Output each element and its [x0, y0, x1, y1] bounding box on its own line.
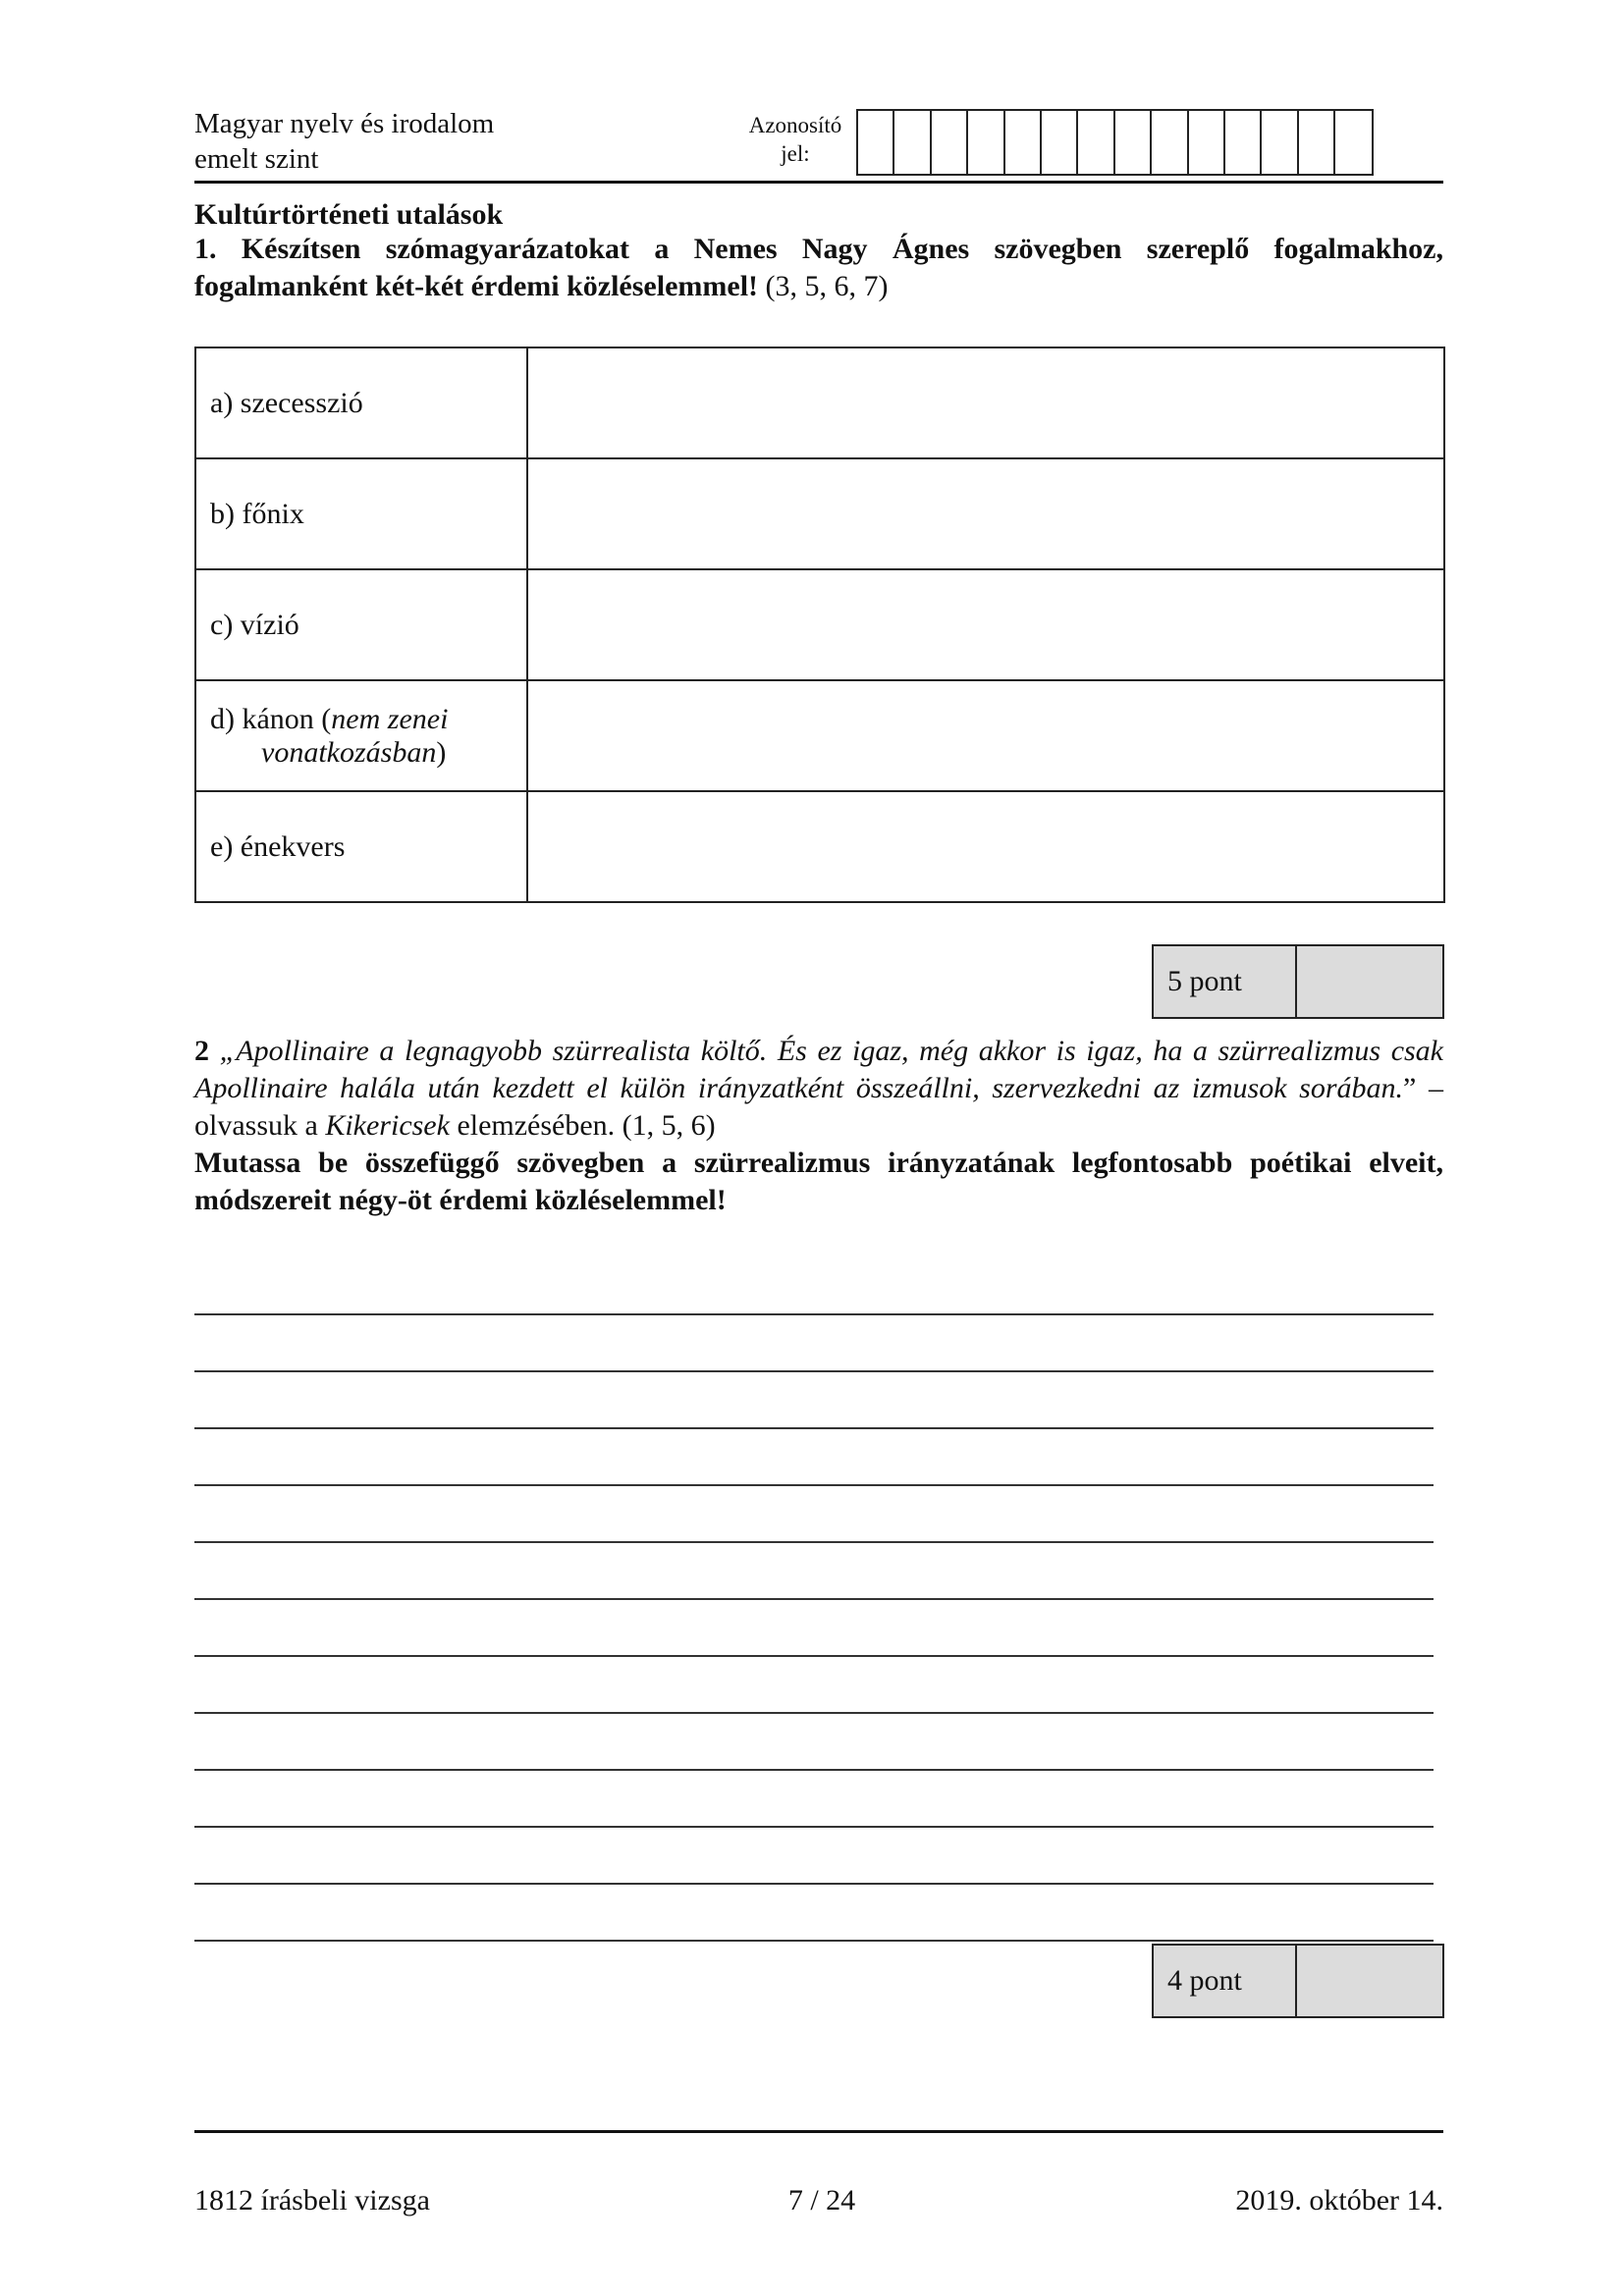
id-code-box[interactable]	[932, 111, 968, 174]
table-row	[195, 569, 1444, 680]
answer-line[interactable]	[194, 1372, 1434, 1429]
answer-line[interactable]	[194, 1258, 1434, 1315]
task2-number: 2	[194, 1035, 209, 1067]
id-code-box[interactable]	[1299, 111, 1335, 174]
id-code-box[interactable]	[1225, 111, 1262, 174]
header-divider	[194, 181, 1443, 184]
id-code-box[interactable]	[1078, 111, 1114, 174]
task1-answer-table	[194, 347, 1445, 903]
table-row	[195, 791, 1444, 902]
answer-line[interactable]	[194, 1771, 1434, 1828]
footer-divider	[194, 2130, 1443, 2133]
answer-cell[interactable]	[527, 569, 1444, 680]
answer-line[interactable]	[194, 1600, 1434, 1657]
answer-line[interactable]	[194, 1714, 1434, 1771]
term-label: d) kánon (nem zenei	[210, 702, 449, 735]
footer-exam-code: 1812 írásbeli vizsga	[194, 2184, 430, 2216]
answer-line[interactable]	[194, 1429, 1434, 1486]
answer-line[interactable]	[194, 1315, 1434, 1372]
task2-answer-lines[interactable]	[194, 1258, 1434, 1942]
id-code-box[interactable]	[1189, 111, 1225, 174]
table-row	[195, 347, 1444, 458]
answer-cell[interactable]	[527, 458, 1444, 569]
task2-instruction: Mutassa be összefüggő szövegben a szürrealizmus irányzatának legfontosabb poétikai elveit, módszereit négy-öt érdemi közléselemmel!	[194, 1147, 1443, 1216]
id-code-box[interactable]	[968, 111, 1004, 174]
task2-quote: „Apollinaire a legnagyobb szürrealista költő. És ez igaz, még akkor is igaz, ha a szürrealizmus csak Apollinaire halála után kezdett el külön irányzatként összeállni, szervezkedni az izmusok sorában.	[194, 1035, 1444, 1104]
task1-number: 1.	[194, 233, 217, 265]
score-field[interactable]	[1297, 946, 1442, 1017]
answer-line[interactable]	[194, 1657, 1434, 1714]
id-code-box[interactable]	[894, 111, 931, 174]
score-field[interactable]	[1297, 1946, 1442, 2016]
answer-cell[interactable]	[527, 347, 1444, 458]
term-cell: b) főnix	[195, 458, 527, 569]
id-label	[722, 111, 869, 168]
id-code-box[interactable]	[1042, 111, 1078, 174]
id-code-box[interactable]	[1335, 111, 1372, 174]
id-code-box[interactable]	[1152, 111, 1188, 174]
table-row	[195, 680, 1444, 791]
id-code-box[interactable]	[1115, 111, 1152, 174]
footer-date: 2019. október 14.	[1235, 2184, 1443, 2216]
term-cell: c) vízió	[195, 569, 527, 680]
score-label: 5 pont	[1154, 946, 1297, 1017]
score-label: 4 pont	[1154, 1946, 1297, 2016]
term-cell	[195, 680, 527, 791]
task1-score-box	[1152, 944, 1444, 1019]
id-label-line1: Azonosító	[748, 113, 842, 137]
footer-page-number: 7 / 24	[787, 2184, 856, 2216]
term-cell: a) szecesszió	[195, 347, 527, 458]
id-label-line2: jel:	[781, 141, 810, 166]
id-code-box[interactable]	[1005, 111, 1042, 174]
table-row	[195, 458, 1444, 569]
task2-quote-close: ” – olvassuk a	[194, 1072, 1443, 1142]
subject-name: Magyar nyelv és irodalom	[194, 108, 495, 139]
id-code-box[interactable]	[858, 111, 894, 174]
answer-cell[interactable]	[527, 791, 1444, 902]
task1-prompt	[194, 231, 1443, 305]
task2-prompt	[194, 1033, 1443, 1219]
task2-refs: elemzésében. (1, 5, 6)	[449, 1109, 716, 1142]
task2-score-box	[1152, 1944, 1444, 2018]
term-label-continued: vonatkozásban)	[261, 735, 447, 769]
answer-line[interactable]	[194, 1885, 1434, 1942]
answer-line[interactable]	[194, 1486, 1434, 1543]
section-title: Kultúrtörténeti utalások	[194, 198, 504, 231]
exam-level: emelt szint	[194, 143, 319, 175]
id-code-boxes[interactable]	[856, 109, 1374, 176]
id-code-box[interactable]	[1262, 111, 1298, 174]
task1-instruction: Készítsen szómagyarázatokat a Nemes Nagy Ágnes szövegben szereplő fogalmakhoz, fogalmanként két-két érdemi közléselemmel!	[194, 233, 1444, 302]
answer-line[interactable]	[194, 1543, 1434, 1600]
answer-line[interactable]	[194, 1828, 1434, 1885]
term-cell: e) énekvers	[195, 791, 527, 902]
header-subject-block	[194, 106, 494, 177]
task1-refs: (3, 5, 6, 7)	[765, 270, 889, 302]
answer-cell[interactable]	[527, 680, 1444, 791]
work-title: Kikericsek	[325, 1109, 450, 1142]
